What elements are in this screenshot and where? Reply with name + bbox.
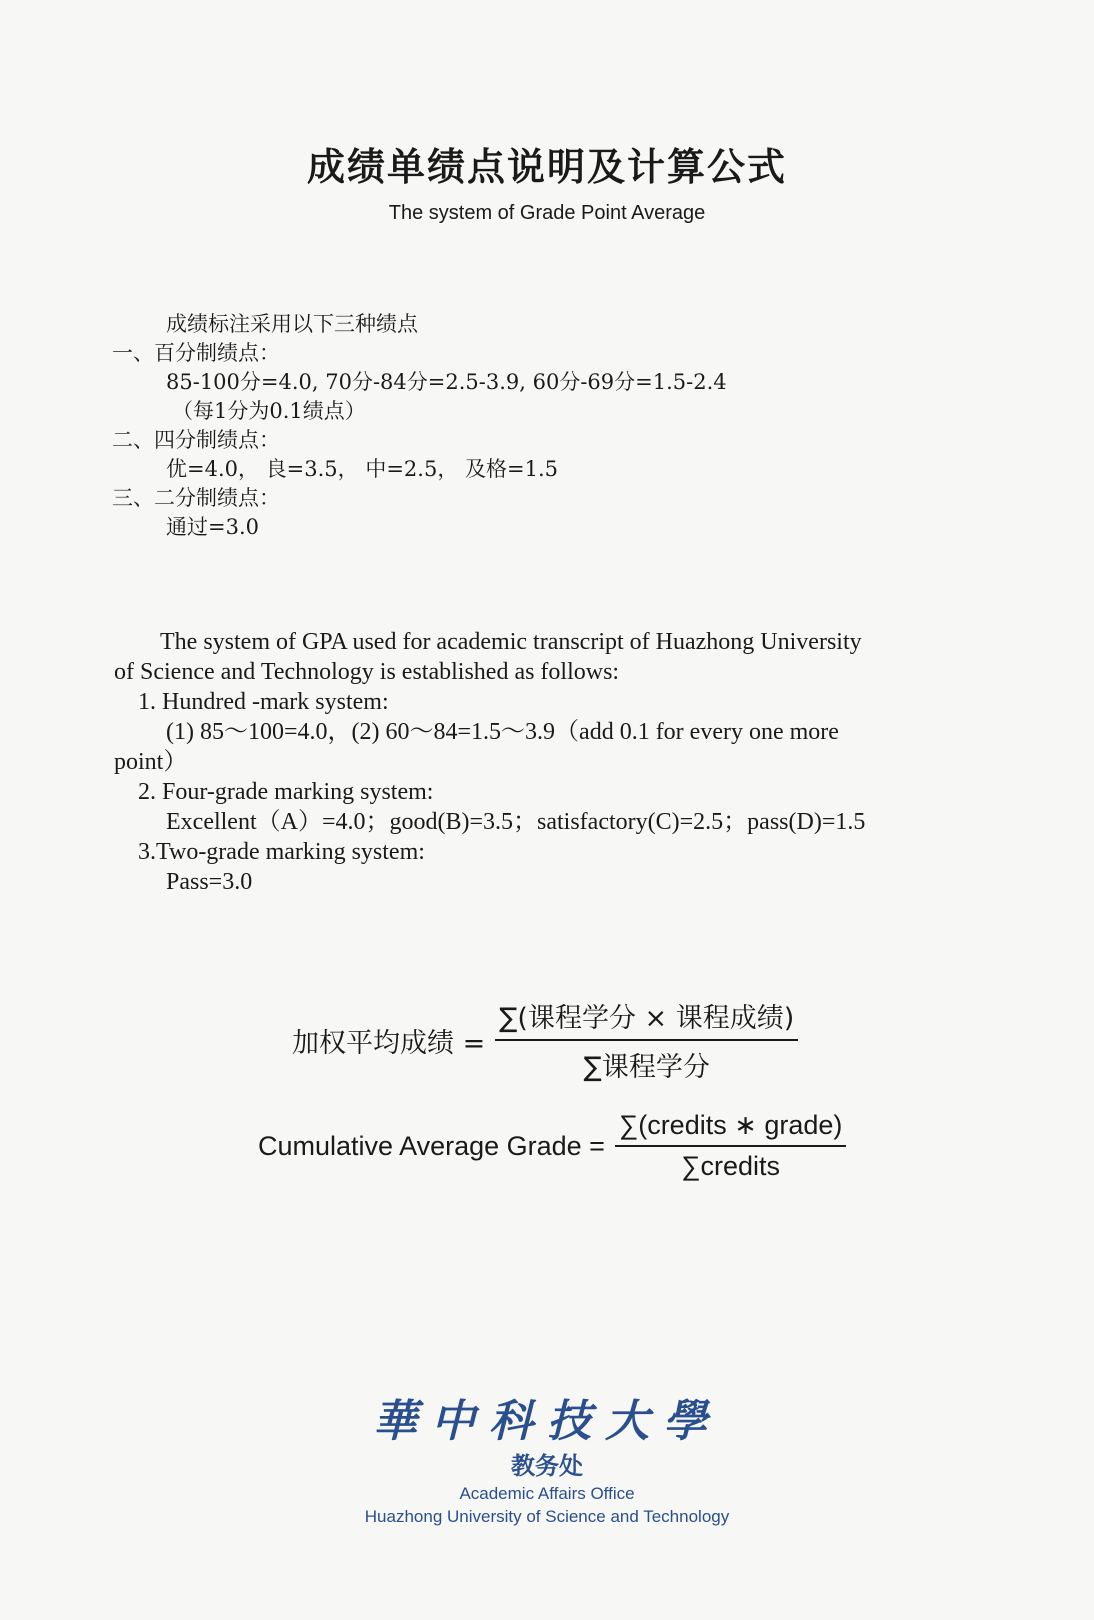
en-item2-heading: 2. Four-grade marking system: — [138, 779, 434, 805]
formula-en-denominator: ∑credits — [681, 1151, 781, 1181]
formula-cn-fraction — [495, 996, 798, 1084]
formula-en-label: Cumulative Average Grade = — [258, 1130, 605, 1161]
page-title: 成绩单绩点说明及计算公式 — [306, 144, 787, 189]
formula-en — [258, 1110, 846, 1182]
cn-item3-line1: 通过=3.0 — [166, 515, 259, 539]
formula-cn-numerator: ∑(课程学分 × 课程成绩) — [495, 996, 798, 1041]
en-item2-line1: Excellent（A）=4.0；good(B)=3.5；satisfactory(C)=2.5；pass(D)=1.5 — [166, 809, 866, 835]
formula-cn-denominator: ∑课程学分 — [583, 1052, 710, 1083]
cn-item2-line1: 优=4.0， 良=3.5， 中=2.5， 及格=1.5 — [166, 457, 558, 481]
office-name-en: Academic Affairs Office — [459, 1484, 635, 1503]
formula-en-numerator: ∑(credits ∗ grade) — [615, 1110, 846, 1147]
page-subtitle: The system of Grade Point Average — [388, 202, 706, 224]
formula-cn — [292, 996, 798, 1084]
cn-intro: 成绩标注采用以下三种绩点 — [166, 312, 418, 336]
office-name-cn: 教务处 — [511, 1451, 583, 1480]
cn-item1-heading: 一、百分制绩点： — [112, 341, 280, 365]
en-item3-heading: 3.Two-grade marking system: — [138, 839, 425, 865]
cn-item1-line1: 85-100分=4.0, 70分-84分=2.5-3.9, 60分-69分=1.5-2.4 — [166, 370, 727, 394]
en-item1-line2: point） — [114, 749, 188, 775]
cn-item2-heading: 二、四分制绩点： — [112, 428, 280, 452]
university-calligraphy-logo: 華中科技大學 — [373, 1396, 721, 1447]
formula-cn-label: 加权平均成绩 = — [292, 1027, 486, 1059]
en-para-line2: of Science and Technology is established as follows: — [114, 659, 620, 685]
university-name-en: Huazhong University of Science and Technology — [364, 1507, 730, 1526]
en-item1-heading: 1. Hundred -mark system: — [138, 689, 389, 715]
en-para-line1: The system of GPA used for academic transcript of Huazhong University — [160, 629, 862, 655]
cn-item1-line2: （每1分为0.1绩点） — [172, 399, 366, 423]
en-item1-line1: (1) 85～100=4.0，(2) 60～84=1.5～3.9（add 0.1 for every one more — [166, 719, 839, 745]
cn-item3-heading: 三、二分制绩点： — [112, 486, 280, 510]
formula-en-fraction — [615, 1110, 846, 1182]
en-item3-line1: Pass=3.0 — [166, 869, 253, 895]
